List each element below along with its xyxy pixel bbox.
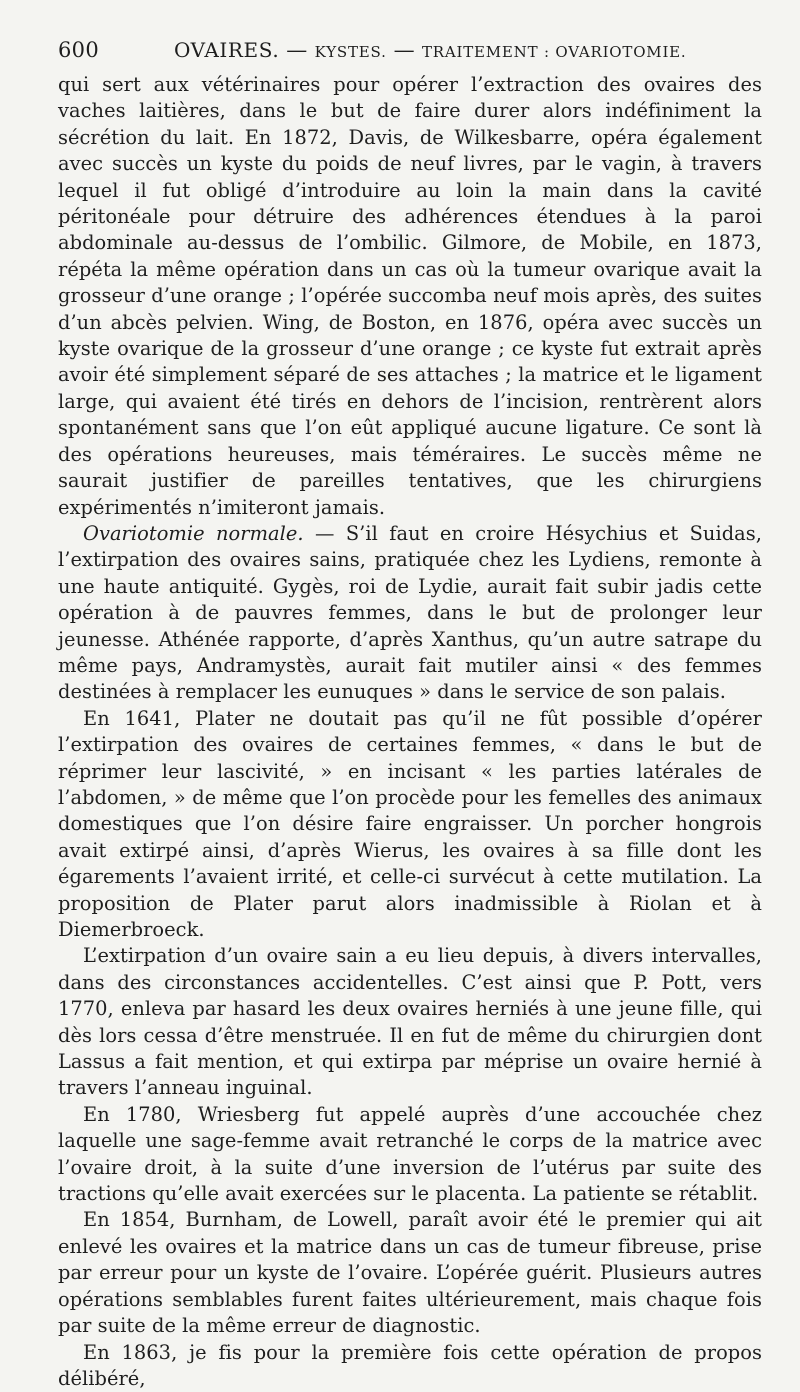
running-header xyxy=(58,38,762,72)
paragraph-text: — S’il faut en croire Hésychius et Suidas, l’extirpation des ovaires sains, pratiquée chez les Lydiens, remonte à une haute antiquité. Gygès, roi de Lydie, aurait fait subir jadis cette opération à de pauvres femmes, dans le but de prolonger leur jeunesse. Athénée rapporte, d’après Xanthus, qu’un autre satrape du même pays, Andramystès, aurait fait mutiler ainsi « des femmes destinées à remplacer les eunuques » dans le service de son palais. xyxy=(58,522,762,703)
paragraph-continuation: qui sert aux vétérinaires pour opérer l’extraction des ovaires des vaches laitières, dans le but de faire durer alors indéfiniment la sécrétion du lait. En 1872, Davis, de Wilkesbarre, opéra également avec succès un kyste du poids de neuf livres, par le vagin, à travers lequel il fut obligé d’introduire au loin la main dans la cavité péritonéale pour détruire des adhérences étendues à la paroi abdominale au-dessus de l’ombilic. Gilmore, de Mobile, en 1873, répéta la même opération dans un cas où la tumeur ovarique avait la grosseur d’une orange ; l’opérée succomba neuf mois après, des suites d’un abcès pelvien. Wing, de Boston, en 1876, opéra avec succès un kyste ovarique de la grosseur d’une orange ; ce kyste fut extrait après avoir été simplement séparé de ses attaches ; la matrice et le ligament large, qui avaient été tirés en dehors de l’incision, rentrèrent alors spontanément sans que l’on eût appliqué aucune ligature. Ce sont là des opérations heureuses, mais téméraires. Le succès même ne saurait justifier de pareilles tentatives, que les chirurgiens expérimentés n’imiteront jamais. xyxy=(58,72,762,521)
header-subtitle-kystes: KYSTES. xyxy=(315,43,387,61)
paragraph-plater: En 1641, Plater ne doutait pas qu’il ne fût possible d’opérer l’extirpation des ovaires de certaines femmes, « dans le but de réprimer leur lascivité, » en incisant « les parties latérales de l’abdomen, » de même que l’on procède pour les femelles des animaux domestiques que l’on désire faire engraisser. Un porcher hongrois avait extirpé ainsi, d’après Wierus, les ovaires à sa fille dont les égarements l’avaient irrité, et celle-ci survécut à cette mutilation. La proposition de Plater parut alors inadmissible à Riolan et à Diemerbroeck. xyxy=(58,706,762,944)
page-number: 600 xyxy=(58,38,174,62)
paragraph-ovariotomie-normale xyxy=(58,521,762,706)
paragraph-extirpation: L’extirpation d’un ovaire sain a eu lieu depuis, à divers intervalles, dans des circonstances accidentelles. C’est ainsi que P. Pott, vers 1770, enleva par hasard les deux ovaires herniés à une jeune fille, qui dès lors cessa d’être menstruée. Il en fut de même du chirurgien dont Lassus a fait mention, et qui extirpa par méprise un ovaire hernié à travers l’anneau inguinal. xyxy=(58,943,762,1101)
subsection-title: Ovariotomie normale. xyxy=(83,522,304,545)
header-dash: — xyxy=(286,38,307,62)
paragraph-1863: En 1863, je fis pour la première fois cette opération de propos délibéré, xyxy=(58,1340,762,1392)
body-text xyxy=(58,72,762,1392)
header-section-title: OVAIRES. xyxy=(174,38,279,62)
header-dash: — xyxy=(394,38,415,62)
header-subtitle-traitement: TRAITEMENT : OVARIOTOMIE. xyxy=(422,43,687,61)
paragraph-burnham: En 1854, Burnham, de Lowell, paraît avoir été le premier qui ait enlevé les ovaires et la matrice dans un cas de tumeur fibreuse, prise par erreur pour un kyste de l’ovaire. L’opérée guérit. Plusieurs autres opérations semblables furent faites ultérieurement, mais chaque fois par suite de la même erreur de diagnostic. xyxy=(58,1207,762,1339)
paragraph-wriesberg: En 1780, Wriesberg fut appelé auprès d’une accouchée chez laquelle une sage-femme avait retranché le corps de la matrice avec l’ovaire droit, à la suite d’une inversion de l’utérus par suite des tractions qu’elle avait exercées sur le placenta. La patiente se rétablit. xyxy=(58,1102,762,1208)
